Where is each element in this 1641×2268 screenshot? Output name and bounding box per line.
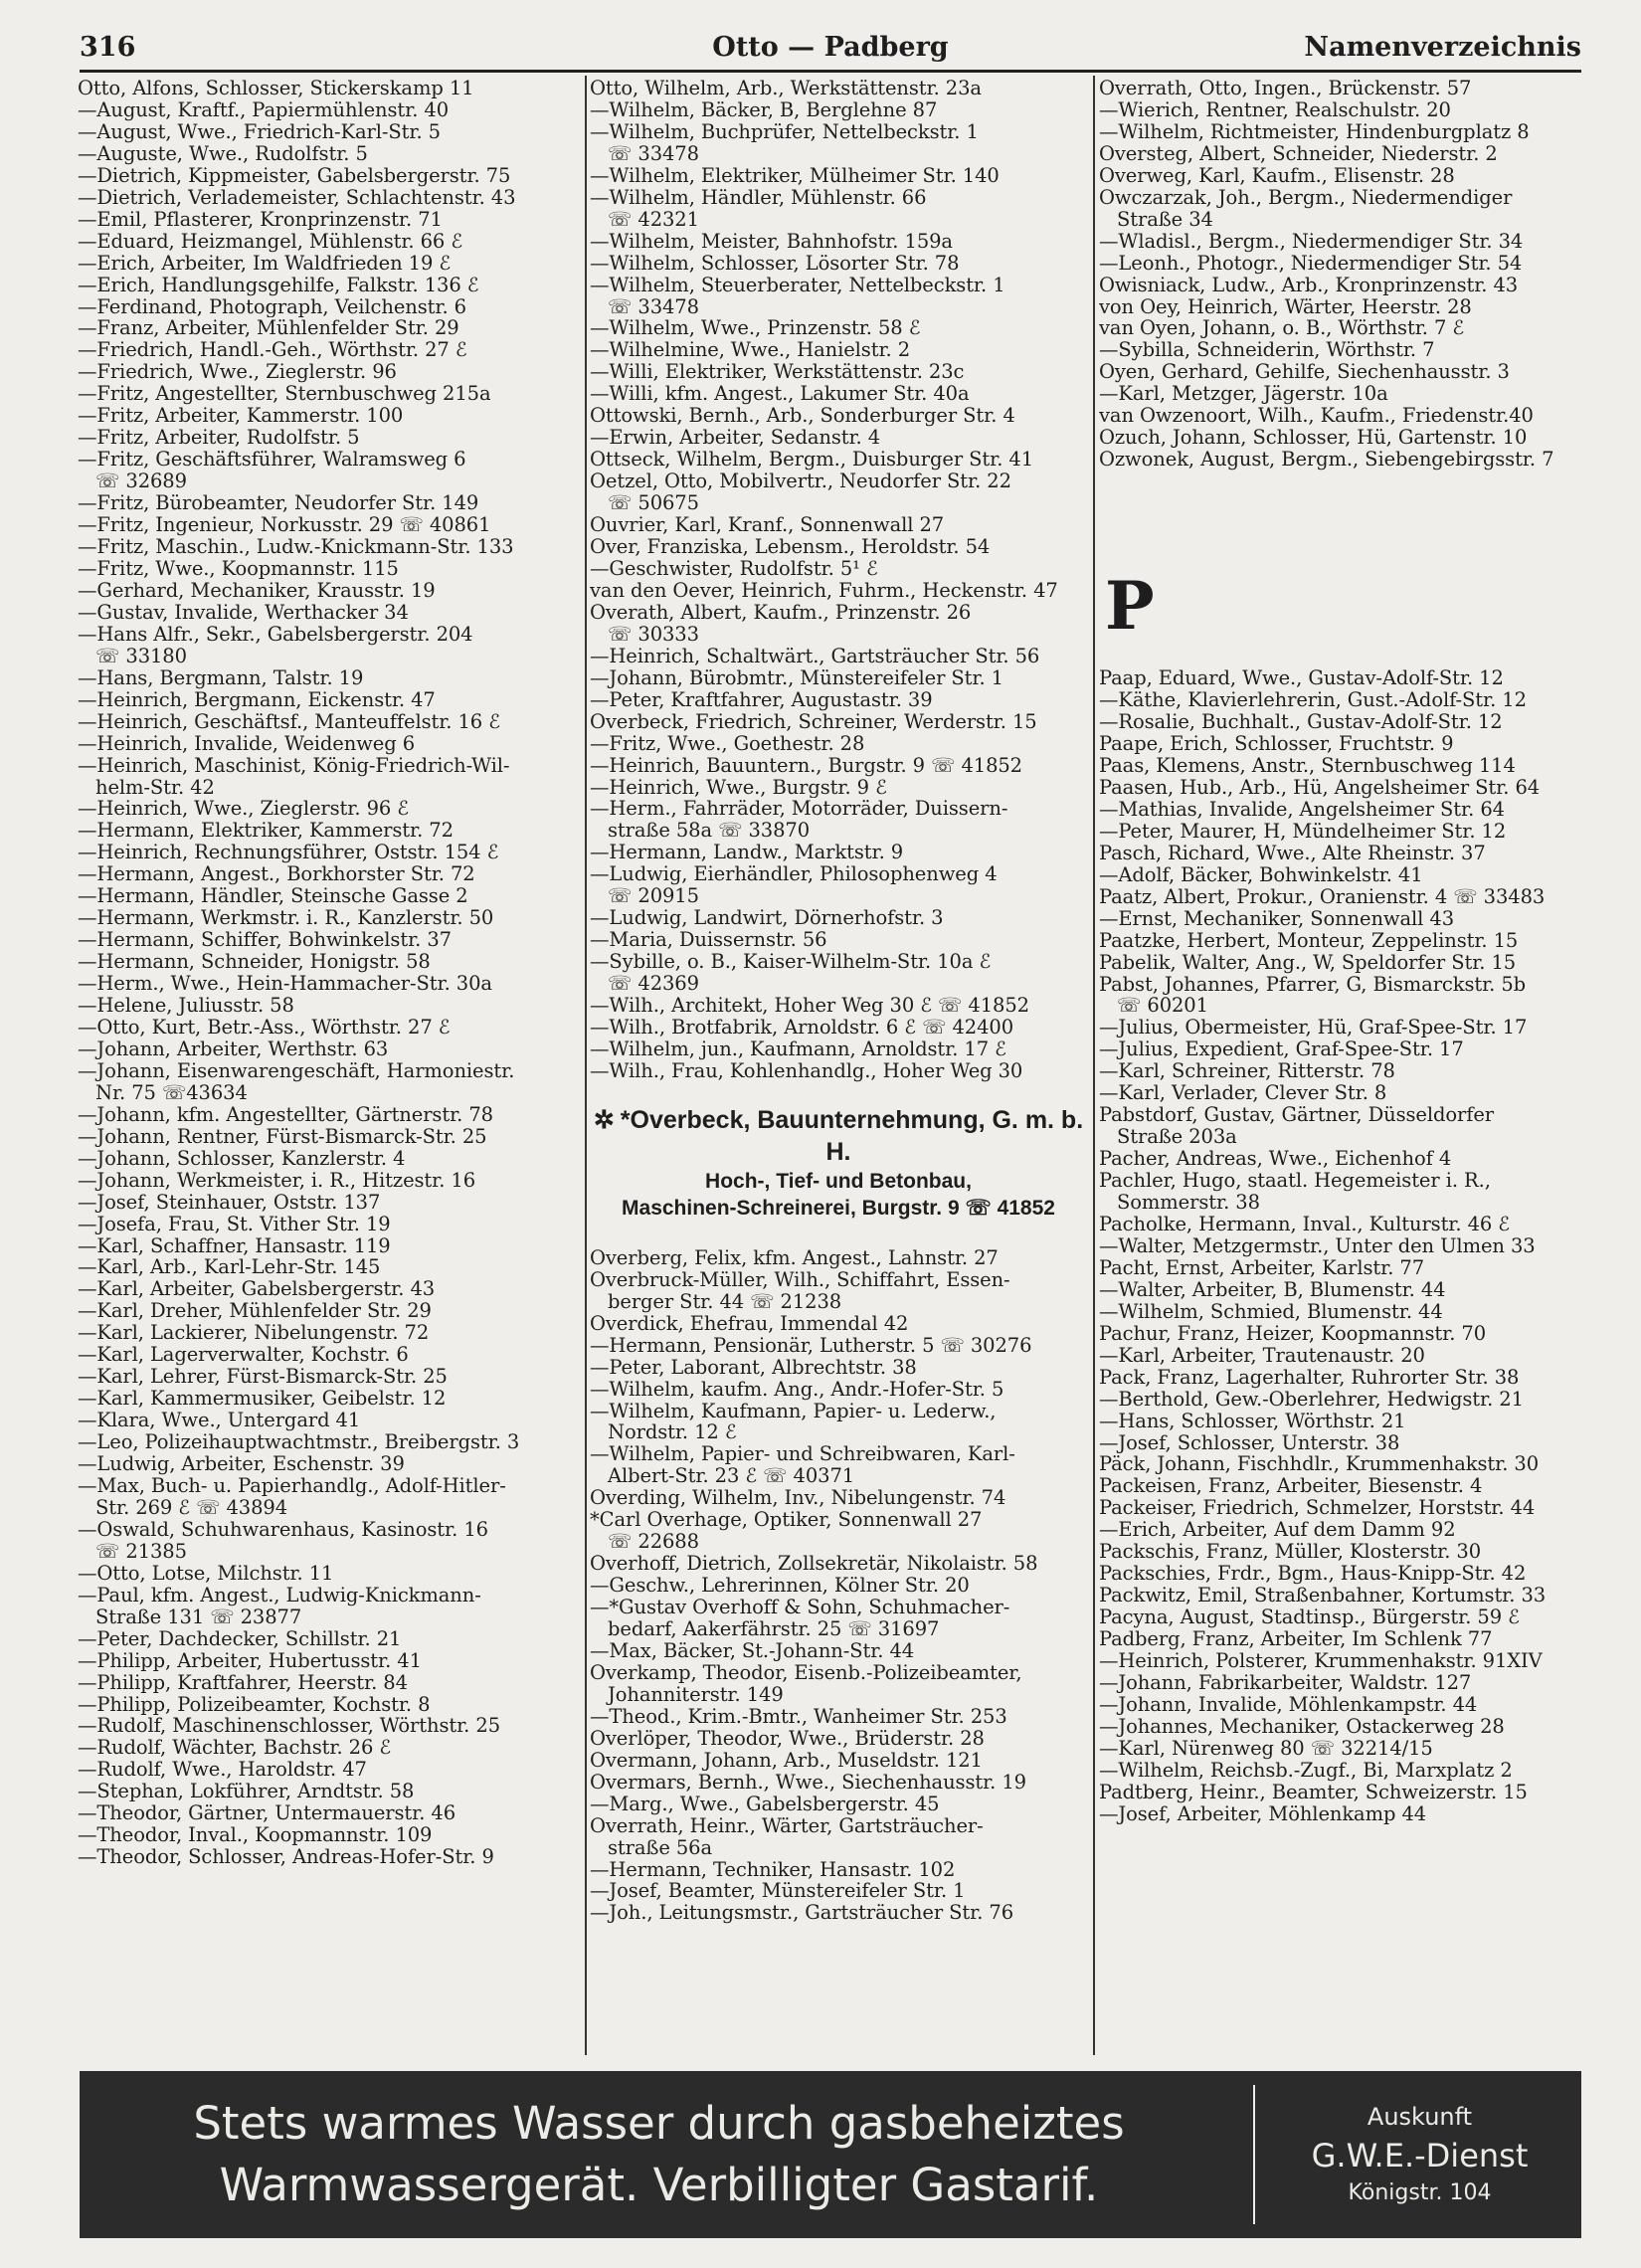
directory-entry: —Geschwister, Rudolfstr. 5¹ ℰ	[590, 557, 878, 580]
directory-entry: Paatz, Albert, Prokur., Oranienstr. 4 ☏ 33483	[1099, 885, 1546, 908]
directory-entry: —Peter, Dachdecker, Schillstr. 21	[78, 1627, 402, 1650]
directory-entry: —Johannes, Mechaniker, Ostackerweg 28	[1099, 1715, 1505, 1738]
directory-entry: —Fritz, Maschin., Ludw.-Knickmann-Str. 133	[78, 536, 514, 558]
directory-entry: —Ludwig, Eierhändler, Philosophenweg 4	[590, 863, 998, 886]
directory-entry: —Heinrich, Polsterer, Krummenhakstr. 91XIV	[1099, 1650, 1543, 1672]
directory-entry: ☏ 33478	[608, 142, 699, 165]
running-title: Otto — Padberg	[712, 32, 949, 63]
directory-entry: —*Gustav Overhoff & Sohn, Schuhmacher-	[590, 1597, 1010, 1619]
directory-entry: Ozwonek, August, Bergm., Siebengebirgsstr. 7	[1099, 449, 1554, 472]
directory-entry: Pacholke, Hermann, Inval., Kulturstr. 46 ℰ	[1099, 1213, 1511, 1235]
directory-entry: Overrath, Otto, Ingen., Brückenstr. 57	[1099, 78, 1472, 99]
directory-entry: Pachur, Franz, Heizer, Koopmannstr. 70	[1099, 1322, 1487, 1345]
banner-info-label: Auskunft	[1367, 2103, 1473, 2131]
directory-entry: —Heinrich, Wwe., Zieglerstr. 96 ℰ	[78, 798, 409, 821]
directory-entry: ☏ 20915	[608, 885, 699, 908]
directory-entry: —Stephan, Lokführer, Arndtstr. 58	[78, 1781, 415, 1803]
directory-entry: —Geschw., Lehrerinnen, Kölner Str. 20	[590, 1575, 970, 1598]
directory-entry: —Friedrich, Wwe., Zieglerstr. 96	[78, 361, 397, 384]
directory-entry: —Helene, Juliusstr. 58	[78, 995, 294, 1017]
advertisement	[590, 1104, 1087, 1222]
directory-entry: —Heinrich, Bauuntern., Burgstr. 9 ☏ 41852	[590, 754, 1022, 777]
directory-entry: —Hermann, Angest., Borkhorster Str. 72	[78, 863, 475, 886]
directory-entry: —Wilhelm, Papier- und Schreibwaren, Karl-	[590, 1443, 1015, 1466]
directory-entry: —Karl, Schreiner, Ritterstr. 78	[1099, 1060, 1395, 1083]
directory-entry: —Hermann, Elektriker, Kammerstr. 72	[78, 820, 454, 843]
directory-entry: helm-Str. 42	[95, 776, 215, 799]
directory-entry: —Wilh., Frau, Kohlenhandlg., Hoher Weg 30	[590, 1059, 1023, 1082]
directory-entry: Ottseck, Wilhelm, Bergm., Duisburger Str. 41	[590, 449, 1034, 472]
directory-entry: Pack, Franz, Lagerhalter, Ruhrorter Str. 38	[1099, 1366, 1520, 1389]
directory-entry: —August, Wwe., Friedrich-Karl-Str. 5	[78, 120, 441, 143]
directory-entry: Overhoff, Dietrich, Zollsekretär, Nikolaistr. 58	[590, 1553, 1038, 1576]
ad-title	[590, 1104, 1087, 1168]
directory-entry: —Hermann, Werkmstr. i. R., Kanzlerstr. 50	[78, 907, 494, 930]
directory-entry: von Oey, Heinrich, Wärter, Heerstr. 28	[1099, 295, 1472, 318]
directory-entry: Overmann, Johann, Arb., Museldstr. 121	[590, 1749, 983, 1772]
directory-entry: —Sybille, o. B., Kaiser-Wilhelm-Str. 10a ℰ	[590, 951, 992, 974]
directory-entry: —Wilhelm, Richtmeister, Hindenburgplatz 8	[1099, 120, 1530, 143]
directory-entry: —Johann, Bürobmtr., Münstereifeler Str. 1	[590, 666, 1003, 689]
directory-entry: —Eduard, Heizmangel, Mühlenstr. 66 ℰ	[78, 230, 463, 253]
directory-entry: Sommerstr. 38	[1117, 1192, 1260, 1214]
directory-entry: —Adolf, Bäcker, Bohwinkelstr. 41	[1099, 863, 1423, 886]
directory-entry: —Herm., Wwe., Hein-Hammacher-Str. 30a	[78, 973, 492, 996]
column-divider	[1093, 76, 1095, 2055]
directory-entry: —Julius, Expedient, Graf-Spee-Str. 17	[1099, 1039, 1464, 1061]
directory-entry: —Hans, Bergmann, Talstr. 19	[78, 666, 364, 689]
directory-entry: —Wilhelm, Schlosser, Lösorter Str. 78	[590, 252, 960, 275]
directory-entry: Straße 131 ☏ 23877	[95, 1606, 302, 1628]
directory-entry: —Fritz, Arbeiter, Rudolfstr. 5	[78, 427, 360, 450]
directory-entry: Packschis, Franz, Müller, Klosterstr. 30	[1099, 1541, 1482, 1564]
section-title: Namenverzeichnis	[1304, 32, 1581, 63]
directory-entry: —Rudolf, Wächter, Bachstr. 26 ℰ	[78, 1737, 392, 1760]
directory-entry: —Walter, Metzgermstr., Unter den Ulmen 33	[1099, 1234, 1536, 1257]
directory-entry: Pabelik, Walter, Ang., W, Speldorfer Str. 15	[1099, 951, 1517, 974]
directory-entry: ☏ 42369	[608, 973, 699, 996]
directory-entry: —Hermann, Landw., Marktstr. 9	[590, 842, 904, 864]
directory-entry: Overberg, Felix, kfm. Angest., Lahnstr. 27	[590, 1246, 999, 1269]
directory-entry: —Franz, Arbeiter, Mühlenfelder Str. 29	[78, 317, 459, 340]
bottom-advertisement-banner	[80, 2071, 1581, 2238]
directory-entry: —Ludwig, Arbeiter, Eschenstr. 39	[78, 1453, 405, 1475]
directory-entry: Johanniterstr. 149	[608, 1683, 784, 1706]
directory-entry: Packwitz, Emil, Straßenbahner, Kortumstr. 33	[1099, 1585, 1547, 1607]
directory-entry: Paas, Klemens, Anstr., Sternbuschweg 114	[1099, 754, 1516, 777]
directory-entry: Albert-Str. 23 ℰ ☏ 40371	[608, 1465, 855, 1488]
directory-entry: —Heinrich, Maschinist, König-Friedrich-Wil-	[78, 754, 510, 777]
directory-entry: —Walter, Arbeiter, B, Blumenstr. 44	[1099, 1278, 1446, 1301]
directory-entry: —August, Kraftf., Papiermühlenstr. 40	[78, 98, 450, 121]
directory-entry: ☏ 32689	[95, 471, 187, 493]
directory-entry: van Owzenoort, Wilh., Kaufm., Friedenstr.40	[1099, 405, 1534, 428]
directory-entry: —Wilhelm, kaufm. Ang., Andr.-Hofer-Str. 5	[590, 1378, 1004, 1401]
directory-entry: —Heinrich, Geschäftsf., Manteuffelstr. 16 ℰ	[78, 710, 500, 733]
directory-entry: Overbeck, Friedrich, Schreiner, Werderstr. 15	[590, 710, 1037, 733]
banner-address: Königstr. 104	[1348, 2180, 1492, 2205]
directory-entry: —Josef, Steinhauer, Oststr. 137	[78, 1191, 381, 1214]
directory-entry: —Sybilla, Schneiderin, Wörthstr. 7	[1099, 339, 1435, 362]
directory-entry: —Hermann, Techniker, Hansastr. 102	[590, 1858, 956, 1881]
directory-entry: —Theodor, Schlosser, Andreas-Hofer-Str. 9	[78, 1846, 494, 1869]
directory-entry: Nordstr. 12 ℰ	[608, 1421, 737, 1444]
directory-entry: Otto, Alfons, Schlosser, Stickerskamp 11	[78, 78, 474, 99]
directory-entry: —Wilhelmine, Wwe., Hanielstr. 2	[590, 339, 911, 362]
directory-entry: —Erwin, Arbeiter, Sedanstr. 4	[590, 427, 881, 450]
directory-entry: Paasen, Hub., Arb., Hü, Angelsheimer Str. 64	[1099, 776, 1541, 799]
directory-entry: Overdick, Ehefrau, Immendal 42	[590, 1312, 909, 1335]
directory-entry: —Otto, Kurt, Betr.-Ass., Wörthstr. 27 ℰ	[78, 1016, 451, 1039]
directory-entry: —Peter, Kraftfahrer, Augustastr. 39	[590, 688, 933, 711]
directory-entry: Packeisen, Franz, Arbeiter, Biesenstr. 4	[1099, 1475, 1483, 1498]
directory-entry: Overweg, Karl, Kaufm., Elisenstr. 28	[1099, 164, 1455, 187]
banner-slogan	[80, 2071, 1238, 2238]
directory-entry: —Heinrich, Invalide, Weidenweg 6	[78, 732, 416, 755]
directory-entry: —Wilhelm, Bäcker, B, Berglehne 87	[590, 98, 938, 121]
directory-entry: Padberg, Franz, Arbeiter, Im Schlenk 77	[1099, 1628, 1493, 1651]
directory-entry: —Johann, Schlosser, Kanzlerstr. 4	[78, 1147, 406, 1170]
directory-entry: ☏ 22688	[608, 1531, 699, 1554]
logo-mark-icon: ✲	[593, 1105, 615, 1134]
directory-entry: —Fritz, Arbeiter, Kammerstr. 100	[78, 405, 404, 428]
directory-entry: —Wilhelm, jun., Kaufmann, Arnoldstr. 17 ℰ	[590, 1038, 1006, 1060]
directory-entry: Pabstdorf, Gustav, Gärtner, Düsseldorfer	[1099, 1104, 1495, 1127]
directory-entry: —Johann, Invalide, Möhlenkampstr. 44	[1099, 1693, 1478, 1716]
directory-entry: Pachler, Hugo, staatl. Hegemeister i. R.,	[1099, 1170, 1491, 1193]
directory-entry: —Otto, Lotse, Milchstr. 11	[78, 1562, 334, 1585]
directory-entry: Owczarzak, Joh., Bergm., Niedermendiger	[1099, 186, 1513, 209]
directory-entry: Owisniack, Ludw., Arb., Kronprinzenstr. 43	[1099, 274, 1519, 296]
directory-entry: —Gustav, Invalide, Werthacker 34	[78, 601, 409, 624]
directory-entry: —Friedrich, Handl.-Geh., Wörthstr. 27 ℰ	[78, 339, 467, 362]
directory-entry: —Fritz, Wwe., Koopmannstr. 115	[78, 557, 399, 580]
directory-entry: —Leo, Polizeihauptwachtmstr., Breibergstr. 3	[78, 1431, 520, 1454]
directory-entry: Straße 34	[1117, 208, 1213, 231]
directory-entry: —Wilhelm, Händler, Mühlenstr. 66	[590, 186, 927, 209]
directory-entry: —Julius, Obermeister, Hü, Graf-Spee-Str. 17	[1099, 1017, 1528, 1040]
directory-entry: Overath, Albert, Kaufm., Prinzenstr. 26	[590, 601, 972, 624]
directory-entry: Overbruck-Müller, Wilh., Schiffahrt, Essen-	[590, 1268, 1010, 1291]
directory-entry: —Theodor, Inval., Koopmannstr. 109	[78, 1824, 433, 1847]
column-1	[78, 78, 580, 1868]
directory-entry: Nr. 75 ☏43634	[95, 1081, 248, 1104]
directory-entry: —Dietrich, Kippmeister, Gabelsbergerstr. 75	[78, 164, 511, 187]
directory-entry: —Dietrich, Verlademeister, Schlachtenstr. 43	[78, 186, 516, 209]
directory-entry: —Ernst, Mechaniker, Sonnenwall 43	[1099, 907, 1455, 930]
column-3-entries	[1099, 78, 1591, 471]
directory-entry: —Karl, Arb., Karl-Lehr-Str. 145	[78, 1256, 381, 1279]
directory-entry: —Peter, Maurer, H, Mündelheimer Str. 12	[1099, 820, 1507, 843]
directory-entry: Oetzel, Otto, Mobilvertr., Neudorfer Str. 22	[590, 471, 1011, 493]
directory-entry: —Max, Bäcker, St.-Johann-Str. 44	[590, 1640, 915, 1662]
directory-entry: —Rosalie, Buchhalt., Gustav-Adolf-Str. 12	[1099, 711, 1503, 734]
directory-entry: ☏ 60201	[1117, 995, 1208, 1018]
directory-entry: —Josefa, Frau, St. Vither Str. 19	[78, 1213, 391, 1235]
directory-entry: —Fritz, Angestellter, Sternbuschweg 215a	[78, 383, 491, 406]
directory-entry: —Auguste, Wwe., Rudolfstr. 5	[78, 142, 368, 165]
directory-entry: ☏ 33180	[95, 645, 187, 667]
directory-entry: —Wilhelm, Kaufmann, Papier- u. Lederw.,	[590, 1400, 997, 1422]
directory-entry: Otto, Wilhelm, Arb., Werkstättenstr. 23a	[590, 78, 982, 99]
directory-entry: —Karl, Nürenweg 80 ☏ 32214/15	[1099, 1737, 1433, 1760]
directory-entry: —Philipp, Polizeibeamter, Kochstr. 8	[78, 1693, 431, 1716]
directory-entry: Pacher, Andreas, Wwe., Eichenhof 4	[1099, 1148, 1452, 1171]
directory-entry: —Karl, Verlader, Clever Str. 8	[1099, 1082, 1387, 1105]
page-header	[80, 32, 1581, 72]
directory-entry: —Karl, Dreher, Mühlenfelder Str. 29	[78, 1300, 432, 1323]
section-letter: P	[1105, 567, 1155, 646]
directory-entry: —Wilhelm, Elektriker, Mülheimer Str. 140	[590, 164, 1000, 187]
directory-entry: —Karl, Kammermusiker, Geibelstr. 12	[78, 1388, 447, 1411]
directory-entry: —Wilhelm, Schmied, Blumenstr. 44	[1099, 1300, 1443, 1323]
directory-entry: berger Str. 44 ☏ 21238	[608, 1290, 842, 1313]
header-rule	[80, 70, 1581, 73]
banner-service-name: G.W.E.-Dienst	[1311, 2137, 1529, 2174]
directory-entry: Overding, Wilhelm, Inv., Nibelungenstr. 74	[590, 1487, 1006, 1510]
directory-entry: *Carl Overhage, Optiker, Sonnenwall 27	[590, 1509, 983, 1532]
directory-entry: —Hans Alfr., Sekr., Gabelsbergerstr. 204	[78, 623, 473, 646]
directory-entry: —Erich, Arbeiter, Im Waldfrieden 19 ℰ	[78, 252, 452, 275]
directory-entry: Packschies, Frdr., Bgm., Haus-Knipp-Str. 42	[1099, 1563, 1527, 1586]
directory-entry: —Leonh., Photogr., Niedermendiger Str. 54	[1099, 252, 1523, 275]
directory-entry: —Ludwig, Landwirt, Dörnerhofstr. 3	[590, 907, 944, 930]
directory-entry: —Karl, Schaffner, Hansastr. 119	[78, 1234, 391, 1257]
directory-entry: —Wilhelm, Reichsb.-Zugf., Bi, Marxplatz 2	[1099, 1759, 1513, 1782]
directory-entry: Pacht, Ernst, Arbeiter, Karlstr. 77	[1099, 1256, 1425, 1279]
directory-entry: —Heinrich, Rechnungsführer, Oststr. 154 ℰ	[78, 842, 499, 864]
ad-title-text: *Overbeck, Bauunternehmung, G. m. b. H.	[620, 1105, 1084, 1166]
column-divider	[585, 76, 587, 2055]
directory-entry: —Gerhard, Mechaniker, Krausstr. 19	[78, 579, 436, 602]
directory-entry: —Johann, Werkmeister, i. R., Hitzestr. 16	[78, 1169, 476, 1192]
column-3-entries-continued	[1099, 667, 1591, 1825]
directory-entry: —Josef, Schlosser, Unterstr. 38	[1099, 1431, 1400, 1454]
directory-entry: Ozuch, Johann, Schlosser, Hü, Gartenstr. 10	[1099, 427, 1528, 450]
directory-entry: —Max, Buch- u. Papierhandlg., Adolf-Hitler-	[78, 1475, 506, 1497]
directory-entry: —Johann, Rentner, Fürst-Bismarck-Str. 25	[78, 1125, 487, 1148]
directory-entry: ☏ 42321	[608, 208, 699, 231]
directory-entry: —Rudolf, Wwe., Haroldstr. 47	[78, 1759, 367, 1782]
column-2	[590, 78, 1087, 1924]
banner-divider	[1253, 2085, 1255, 2224]
directory-entry: —Josef, Arbeiter, Möhlenkamp 44	[1099, 1802, 1427, 1825]
directory-entry: —Marg., Wwe., Gabelsbergerstr. 45	[590, 1793, 940, 1815]
directory-entry: Paatzke, Herbert, Monteur, Zeppelinstr. 15	[1099, 929, 1519, 952]
directory-entry: van Oyen, Johann, o. B., Wörthstr. 7 ℰ	[1099, 317, 1465, 340]
directory-entry: Pabst, Johannes, Pfarrer, G, Bismarckstr. 5b	[1099, 973, 1527, 996]
directory-entry: Overmars, Bernh., Wwe., Siechenhausstr. 19	[590, 1771, 1026, 1794]
directory-entry: —Theod., Krim.-Bmtr., Wanheimer Str. 253	[590, 1705, 1007, 1728]
directory-entry: Padtberg, Heinr., Beamter, Schweizerstr. 15	[1099, 1781, 1528, 1803]
directory-entry: —Wilhelm, Buchprüfer, Nettelbeckstr. 1	[590, 120, 979, 143]
directory-entry: ☏ 21385	[95, 1540, 187, 1563]
directory-entry: —Hermann, Händler, Steinsche Gasse 2	[78, 885, 468, 908]
directory-entry: —Ferdinand, Photograph, Veilchenstr. 6	[78, 295, 466, 318]
column-2-entries	[590, 78, 1087, 1082]
directory-entry: —Fritz, Wwe., Goethestr. 28	[590, 732, 865, 755]
directory-entry: —Willi, kfm. Angest., Lakumer Str. 40a	[590, 383, 970, 406]
directory-entry: bedarf, Aakerfährstr. 25 ☏ 31697	[608, 1618, 940, 1640]
directory-entry: —Johann, Eisenwarengeschäft, Harmoniestr.	[78, 1059, 515, 1082]
ad-line-2: Maschinen-Schreinerei, Burgstr. 9 ☏ 41852	[622, 1196, 1055, 1220]
directory-entry: Ottowski, Bernh., Arb., Sonderburger Str. 4	[590, 405, 1015, 428]
directory-entry: —Karl, Lackierer, Nibelungenstr. 72	[78, 1322, 430, 1345]
page-number: 316	[80, 32, 136, 63]
directory-entry: —Peter, Laborant, Albrechtstr. 38	[590, 1356, 917, 1379]
directory-entry: —Joh., Leitungsmstr., Gartsträucher Str. 76	[590, 1902, 1014, 1925]
banner-line-2: Warmwassergerät. Verbilligter Gastarif.	[219, 2159, 1099, 2211]
directory-entry: Overkamp, Theodor, Eisenb.-Polizeibeamter,	[590, 1661, 1022, 1684]
column-3	[1099, 78, 1591, 1825]
directory-entry: —Mathias, Invalide, Angelsheimer Str. 64	[1099, 798, 1505, 821]
directory-entry: —Fritz, Bürobeamter, Neudorfer Str. 149	[78, 492, 479, 515]
directory-entry: —Hans, Schlosser, Wörthstr. 21	[1099, 1410, 1406, 1432]
directory-entry: —Paul, kfm. Angest., Ludwig-Knickmann-	[78, 1584, 481, 1606]
directory-entry: —Emil, Pflasterer, Kronprinzenstr. 71	[78, 208, 443, 231]
directory-entry: —Johann, Fabrikarbeiter, Waldstr. 127	[1099, 1672, 1472, 1694]
directory-entry: —Wilhelm, Steuerberater, Nettelbeckstr. 1	[590, 274, 1005, 296]
banner-contact	[1258, 2071, 1581, 2238]
directory-entry: —Josef, Beamter, Münstereifeler Str. 1	[590, 1880, 966, 1903]
directory-entry: Packeiser, Friedrich, Schmelzer, Horststr. 44	[1099, 1497, 1536, 1520]
directory-entry: —Hermann, Schneider, Honigstr. 58	[78, 951, 431, 974]
directory-entry: —Berthold, Gew.-Oberlehrer, Hedwigstr. 21	[1099, 1388, 1524, 1411]
directory-entry: —Wilhelm, Wwe., Prinzenstr. 58 ℰ	[590, 317, 921, 340]
directory-entry: —Fritz, Geschäftsführer, Walramsweg 6	[78, 449, 466, 472]
directory-entry: —Rudolf, Maschinenschlosser, Wörthstr. 25	[78, 1715, 500, 1738]
directory-entry: —Wierich, Rentner, Realschulstr. 20	[1099, 98, 1451, 121]
directory-entry: —Hermann, Pensionär, Lutherstr. 5 ☏ 30276	[590, 1334, 1032, 1357]
directory-entry: —Karl, Arbeiter, Trautenaustr. 20	[1099, 1344, 1425, 1367]
directory-entry: Ouvrier, Karl, Kranf., Sonnenwall 27	[590, 514, 945, 537]
directory-entry: Overlöper, Theodor, Wwe., Brüderstr. 28	[590, 1727, 985, 1750]
directory-entry: —Erich, Arbeiter, Auf dem Damm 92	[1099, 1519, 1456, 1542]
directory-entry: Straße 203a	[1117, 1126, 1237, 1149]
directory-entry: —Käthe, Klavierlehrerin, Gust.-Adolf-Str. 12	[1099, 689, 1527, 712]
directory-entry: —Wilhelm, Meister, Bahnhofstr. 159a	[590, 230, 953, 253]
directory-entry: Oyen, Gerhard, Gehilfe, Siechenhausstr. 3	[1099, 361, 1510, 384]
directory-entry: —Wilh., Architekt, Hoher Weg 30 ℰ ☏ 41852	[590, 995, 1029, 1017]
directory-entry: —Karl, Arbeiter, Gabelsbergerstr. 43	[78, 1278, 436, 1301]
directory-entry: —Erich, Handlungsgehilfe, Falkstr. 136 ℰ	[78, 274, 479, 296]
directory-entry: ☏ 30333	[608, 623, 699, 646]
directory-entry: —Philipp, Arbeiter, Hubertusstr. 41	[78, 1649, 422, 1672]
directory-entry: —Hermann, Schiffer, Bohwinkelstr. 37	[78, 929, 452, 952]
directory-entry: straße 56a	[608, 1836, 712, 1859]
directory-entry: Paap, Eduard, Wwe., Gustav-Adolf-Str. 12	[1099, 667, 1504, 690]
directory-entry: —Heinrich, Schaltwärt., Gartsträucher Str. 56	[590, 645, 1040, 667]
directory-entry: —Heinrich, Wwe., Burgstr. 9 ℰ	[590, 776, 887, 799]
directory-entry: ☏ 33478	[608, 295, 699, 318]
ad-line-1: Hoch-, Tief- und Betonbau,	[705, 1169, 972, 1193]
directory-entry: —Fritz, Ingenieur, Norkusstr. 29 ☏ 40861	[78, 514, 491, 537]
directory-entry: straße 58a ☏ 33870	[608, 820, 811, 843]
directory-entry: Overrath, Heinr., Wärter, Gartsträucher-	[590, 1814, 984, 1837]
directory-entry: —Klara, Wwe., Untergard 41	[78, 1410, 361, 1432]
directory-entry: —Heinrich, Bergmann, Eickenstr. 47	[78, 688, 436, 711]
directory-entry: Paape, Erich, Schlosser, Fruchtstr. 9	[1099, 733, 1454, 755]
directory-entry: Str. 269 ℰ ☏ 43894	[95, 1496, 288, 1519]
directory-entry: van den Oever, Heinrich, Fuhrm., Heckenstr. 47	[590, 579, 1058, 602]
directory-entry: —Johann, kfm. Angestellter, Gärtnerstr. 78	[78, 1103, 493, 1126]
directory-entry: Päck, Johann, Fischhdlr., Krummenhakstr. 30	[1099, 1453, 1540, 1476]
directory-entry: ☏ 50675	[608, 492, 699, 515]
directory-entry: —Johann, Arbeiter, Werthstr. 63	[78, 1038, 389, 1060]
directory-entry: —Karl, Metzger, Jägerstr. 10a	[1099, 383, 1388, 406]
directory-entry: —Wladisl., Bergm., Niedermendiger Str. 34	[1099, 230, 1524, 253]
directory-entry: Over, Franziska, Lebensm., Heroldstr. 54	[590, 536, 991, 558]
directory-entry: Pacyna, August, Stadtinsp., Bürgerstr. 59 ℰ	[1099, 1606, 1520, 1629]
directory-entry: —Willi, Elektriker, Werkstättenstr. 23c	[590, 361, 965, 384]
directory-entry: —Karl, Lagerverwalter, Kochstr. 6	[78, 1344, 409, 1367]
directory-entry: —Herm., Fahrräder, Motorräder, Duissern-	[590, 798, 1008, 821]
directory-entry: —Philipp, Kraftfahrer, Heerstr. 84	[78, 1671, 408, 1694]
column-2-entries-continued	[590, 1247, 1087, 1925]
directory-entry: Oversteg, Albert, Schneider, Niederstr. 2	[1099, 142, 1498, 165]
directory-entry: —Oswald, Schuhwarenhaus, Kasinostr. 16	[78, 1518, 488, 1541]
directory-entry: —Theodor, Gärtner, Untermauerstr. 46	[78, 1802, 456, 1825]
directory-entry: Pasch, Richard, Wwe., Alte Rheinstr. 37	[1099, 842, 1486, 864]
directory-entry: —Karl, Lehrer, Fürst-Bismarck-Str. 25	[78, 1366, 448, 1389]
banner-line-1: Stets warmes Wasser durch gasbeheiztes	[193, 2097, 1125, 2150]
directory-entry: —Wilh., Brotfabrik, Arnoldstr. 6 ℰ ☏ 42400	[590, 1016, 1014, 1039]
directory-entry: —Maria, Duissernstr. 56	[590, 929, 827, 952]
